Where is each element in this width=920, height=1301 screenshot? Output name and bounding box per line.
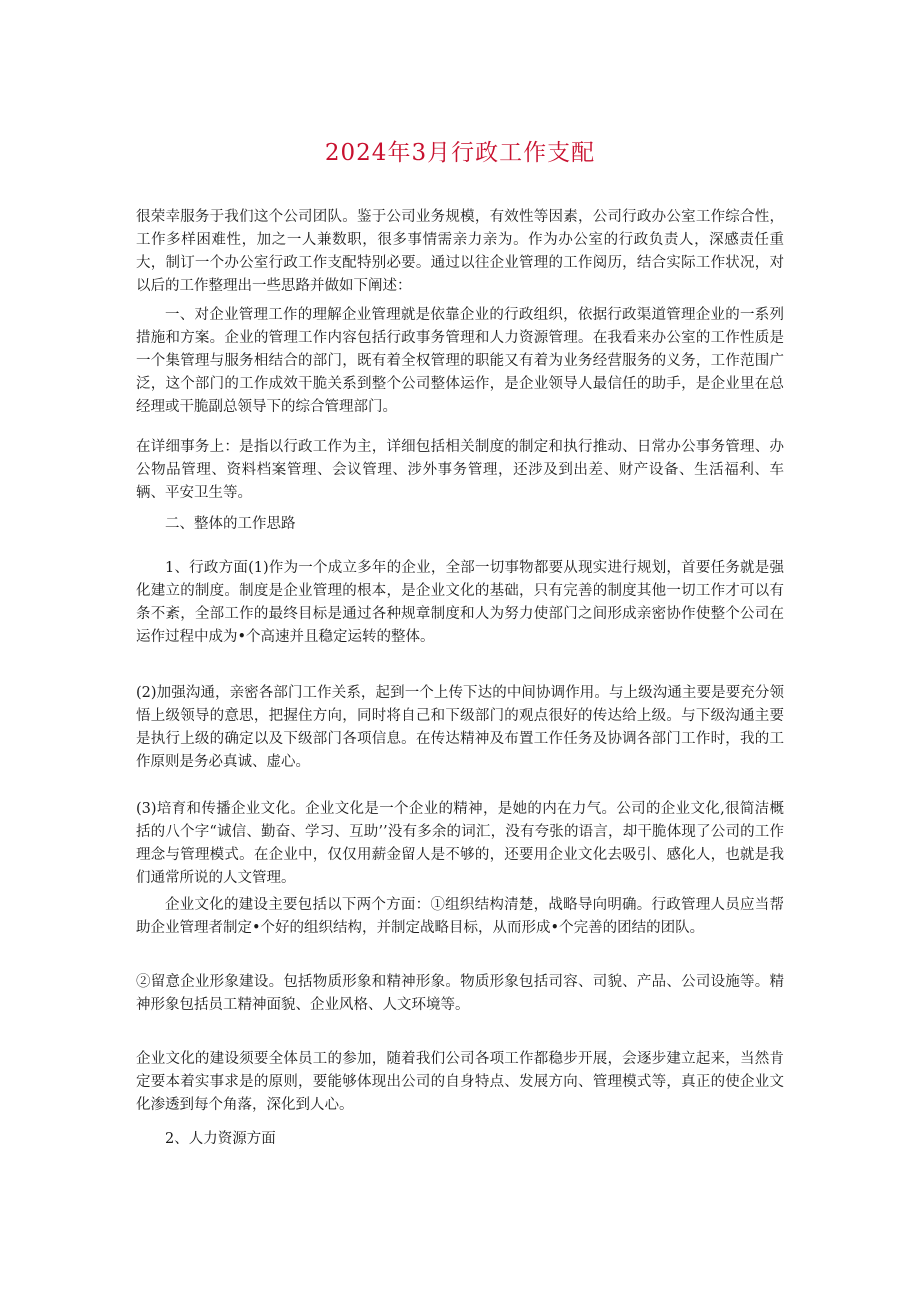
culture-aspects-paragraph: 企业文化的建设主要包括以下两个方面：①组织结构清楚，战略导向明确。行政管理人员应当帮助企业管理者制定•个好的组织结构，并制定战略目标，从而形成•个完善的团结的团队。	[136, 897, 784, 936]
culture-building-paragraph: 企业文化的建设须要全体员工的参加，随着我们公司各项工作都稳步开展，会逐步建立起来，当然肯定要本着实事求是的原则，要能够体现出公司的自身特点、发展方向、管理模式等，真正的使企业文化渗透到每个角落，深化到人心。	[136, 1051, 784, 1113]
admin-item-2-paragraph: (2)加强沟通，亲密各部门工作关系，起到一个上传下达的中间协调作用。与上级沟通主要是要充分领悟上级领导的意思，把握住方向，同时将自己和下级部门的观点很好的传达给上级。与下级沟通主要是执行上级的确定以及下级部门各项信息。在传达精神及布置工作任务及协调各部门工作时，我的工作原则是务必真诚、虚心。	[136, 685, 784, 770]
admin-item-3-paragraph: (3)培育和传播企业文化。企业文化是一个企业的精神，是她的内在力气。公司的企业文化,很简洁概括的八个字“诚信、勤奋、学习、互助’’没有多余的词汇，没有夸张的语言，却干脆体现了公司的工作理念与管理模式。在企业中，仅仅用薪金留人是不够的，还要用企业文化去吸引、感化人，也就是我们通常所说的人文管理。	[136, 801, 784, 886]
document-title: 2024年3月行政工作支配	[324, 140, 596, 166]
admin-item-1-paragraph: 1、行政方面(1)作为一个成立多年的企业，全部一切事物都要从现实进行规划，首要任务就是强化建立的制度。制度是企业管理的根本，是企业文化的基础，只有完善的制度其他一切工作才可以有条不紊，全部工作的最终目标是通过各种规章制度和人为努力使部门之间形成亲密协作使整个公司在运作过程中成为•个高速并且稳定运转的整体。	[136, 560, 784, 645]
detail-affairs-paragraph: 在详细事务上：是指以行政工作为主，详细包括相关制度的制定和执行推动、日常办公事务管理、办公物品管理、资料档案管理、会议管理、涉外事务管理，还涉及到出差、财产设备、生活福利、车辆、平安卫生等。	[136, 439, 784, 501]
intro-paragraph: 很荣幸服务于我们这个公司团队。鉴于公司业务规模，有效性等因素，公司行政办公室工作综合性，工作多样困难性，加之一人兼数职，很多事情需亲力亲为。作为办公室的行政负责人，深感责任重大，制订一个办公室行政工作支配特别必要。通过以往企业管理的工作阅历，结合实际工作状况，对以后的工作整理出一些思路并做如下阐述：	[136, 209, 784, 294]
section-2-heading: 二、整体的工作思路	[165, 516, 296, 532]
hr-heading: 2、人力资源方面	[165, 1131, 276, 1147]
section-1-paragraph: 一、对企业管理工作的理解企业管理就是依靠企业的行政组织，依据行政渠道管理企业的一系列措施和方案。企业的管理工作内容包括行政事务管理和人力资源管理。在我看来办公室的工作性质是一个集管理与服务相结合的部门，既有着全权管理的职能又有着为业务经营服务的义务，工作范围广泛，这个部门的工作成效干脆关系到整个公司整体运作，是企业领导人最信任的助手，是企业里在总经理或干脆副总领导下的综合管理部门。	[136, 307, 784, 415]
corporate-image-paragraph: ②留意企业形象建设。包括物质形象和精神形象。物质形象包括司容、司貌、产品、公司设施等。精神形象包括员工精神面貌、企业风格、人文环境等。	[136, 974, 784, 1013]
